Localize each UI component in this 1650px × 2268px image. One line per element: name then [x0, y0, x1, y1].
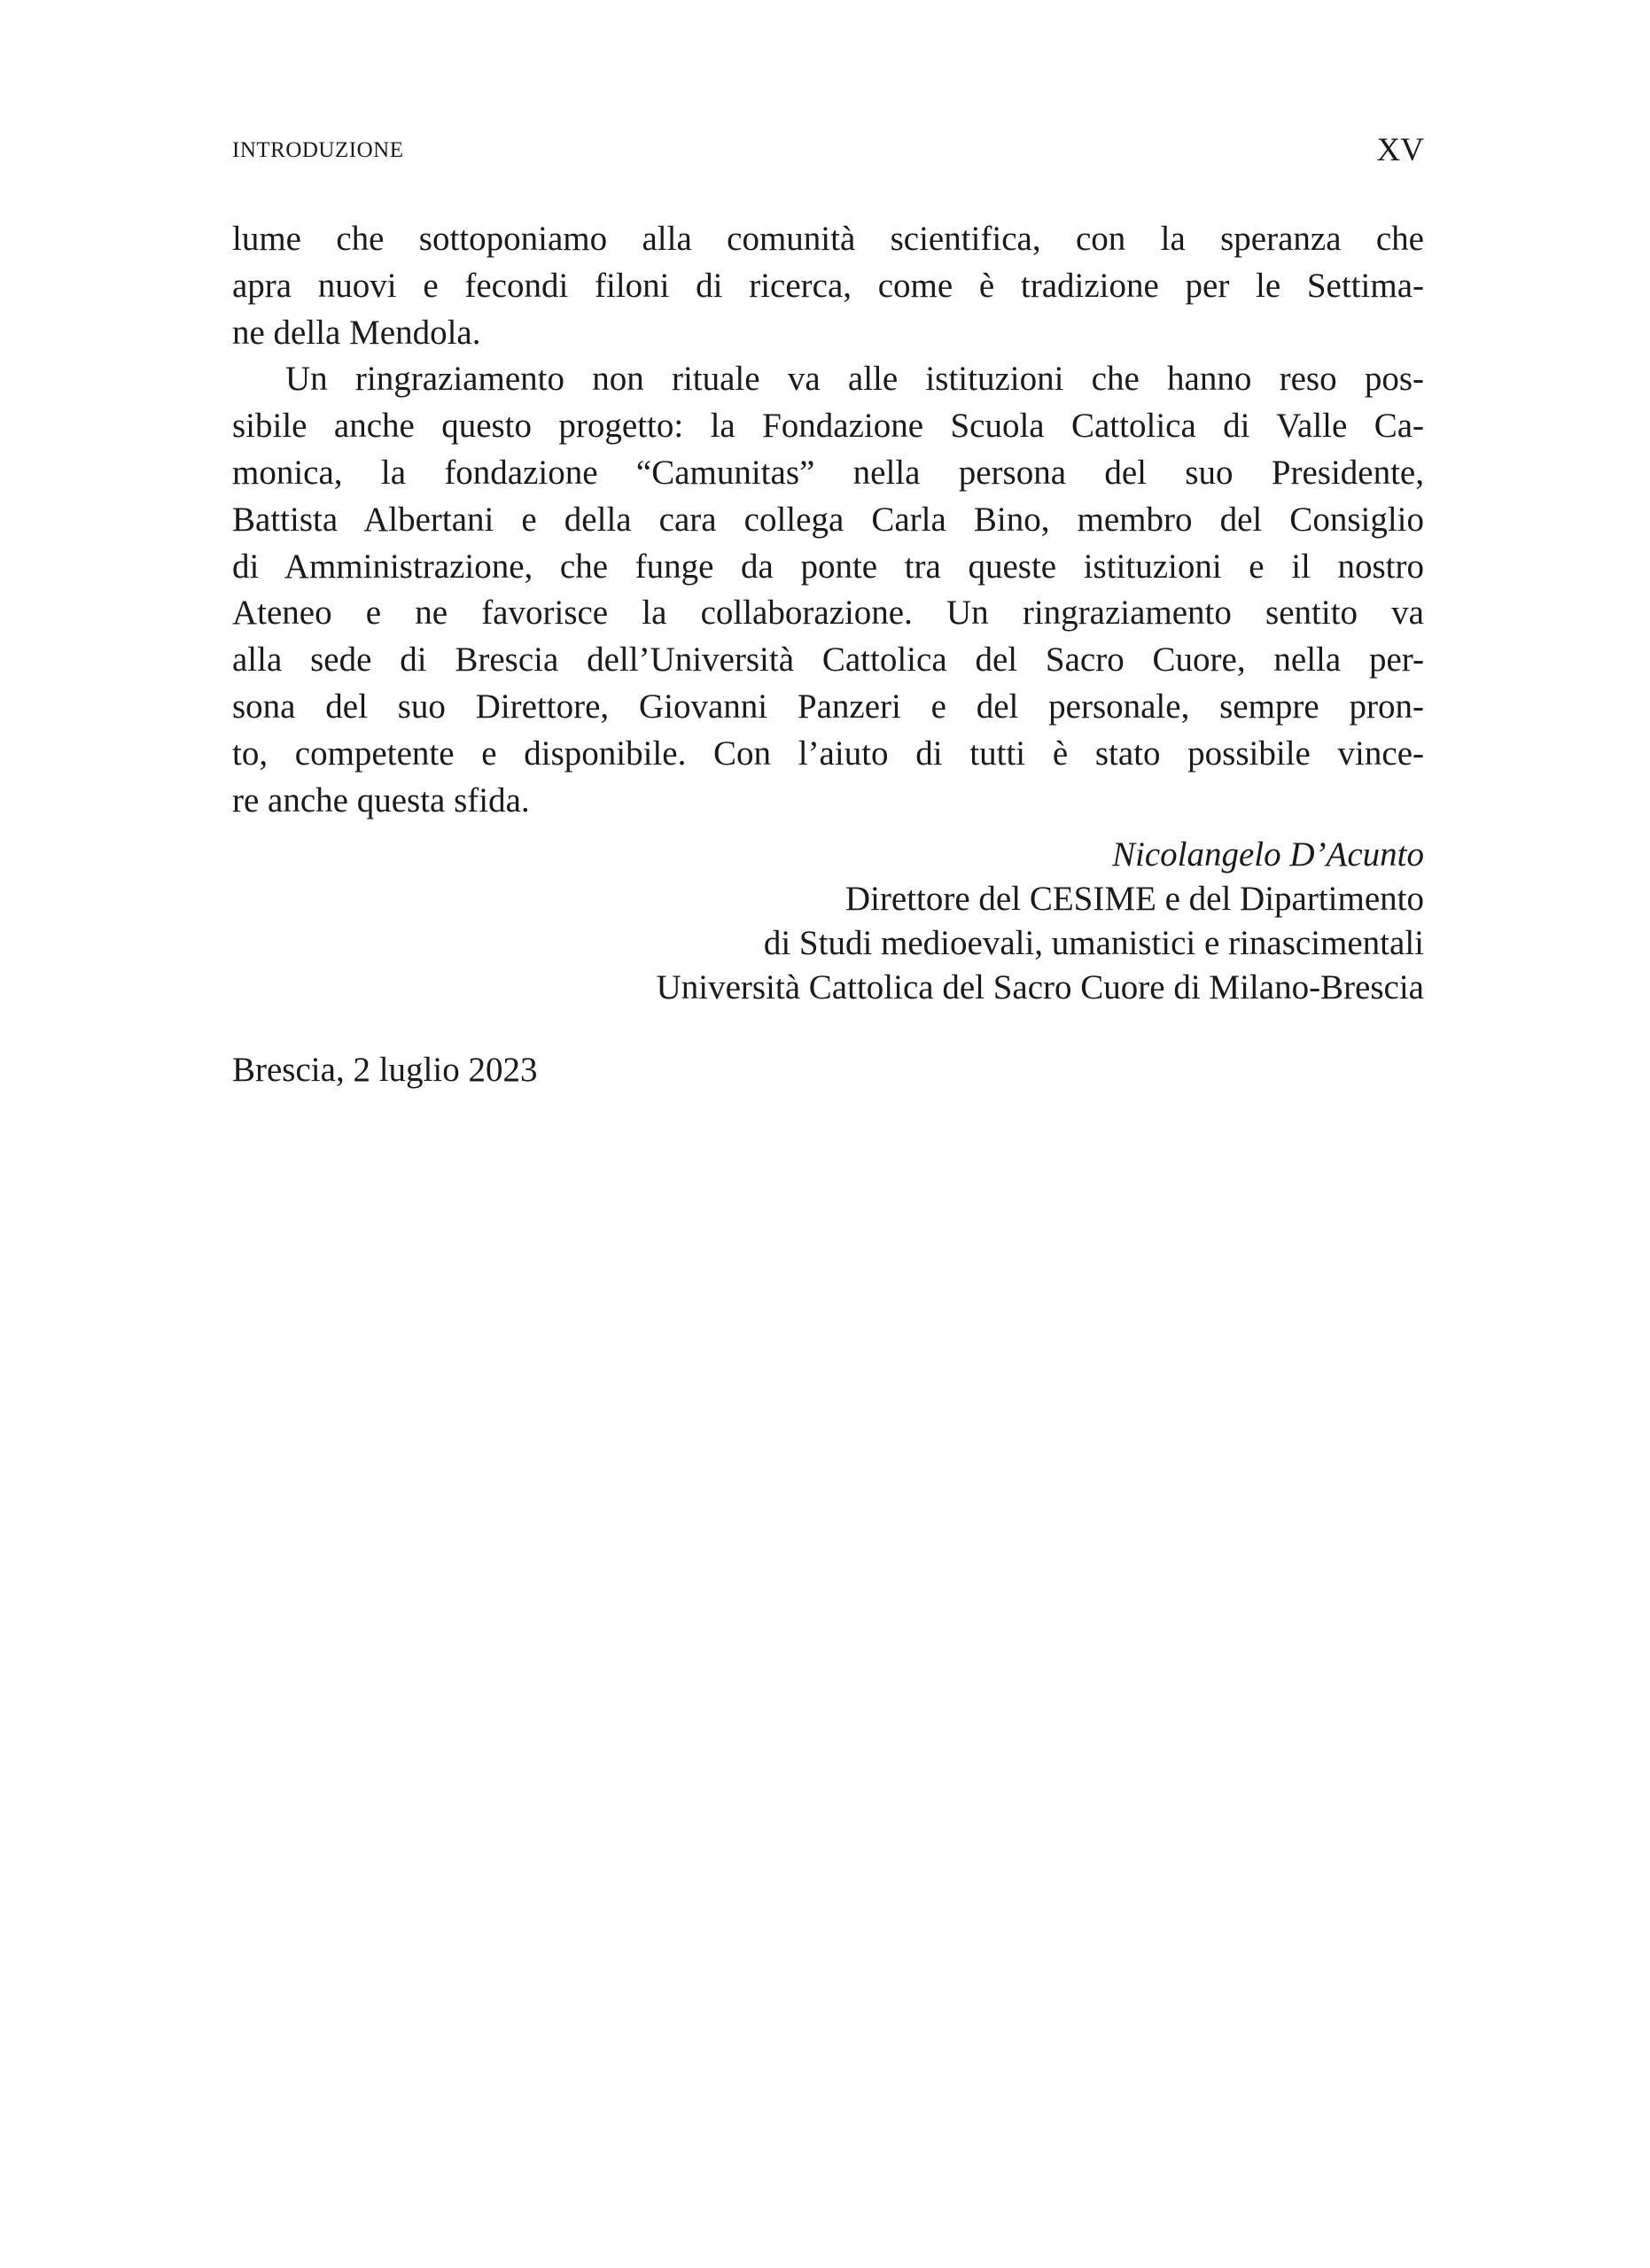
body-text — [232, 216, 1424, 824]
text-line: ne della Mendola. — [232, 313, 481, 352]
text-line: to, competente e disponibile. Con l’aiuto di tutti è stato possibile vince- — [232, 734, 1424, 773]
text-line: di Amministrazione, che funge da ponte tra queste istituzioni e il nostro — [232, 547, 1424, 586]
text-line: apra nuovi e fecondi filoni di ricerca, come è tradizione per le Settima- — [232, 266, 1424, 305]
signature-role-line: Direttore del CESIME e del Dipartimento — [844, 880, 1424, 918]
text-line: Un ringraziamento non rituale va alle istituzioni che hanno reso pos- — [285, 360, 1424, 399]
signature-role-line: Università Cattolica del Sacro Cuore di Milano-Brescia — [656, 968, 1424, 1006]
text-line: sibile anche questo progetto: la Fondazione Scuola Cattolica di Valle Ca- — [232, 407, 1424, 446]
text-line: alla sede di Brescia dell’Università Cattolica del Sacro Cuore, nella per- — [232, 641, 1424, 680]
text-line: re anche questa sfida. — [232, 781, 530, 819]
signature-name: Nicolangelo D’Acunto — [1111, 835, 1424, 874]
page-number: XV — [1376, 132, 1424, 168]
text-line: Ateneo e ne favorisce la collaborazione. Un ringraziamento sentito va — [232, 594, 1424, 633]
paragraph-2 — [232, 356, 1424, 824]
text-line: monica, la fondazione “Camunitas” nella persona del suo Presidente, — [232, 453, 1424, 492]
date-line: Brescia, 2 luglio 2023 — [232, 1051, 538, 1089]
signature-role-line: di Studi medioevali, umanistici e rinascimentali — [763, 924, 1424, 962]
signature-block — [232, 833, 1424, 1010]
paragraph-1 — [232, 216, 1424, 356]
text-line: Battista Albertani e della cara collega Carla Bino, membro del Consiglio — [232, 500, 1424, 539]
running-head — [232, 131, 1424, 175]
running-title: INTRODUZIONE — [232, 138, 404, 162]
text-line: sona del suo Direttore, Giovanni Panzeri e del personale, sempre pron- — [232, 687, 1424, 726]
text-line: lume che sottoponiamo alla comunità scientifica, con la speranza che — [232, 220, 1424, 258]
